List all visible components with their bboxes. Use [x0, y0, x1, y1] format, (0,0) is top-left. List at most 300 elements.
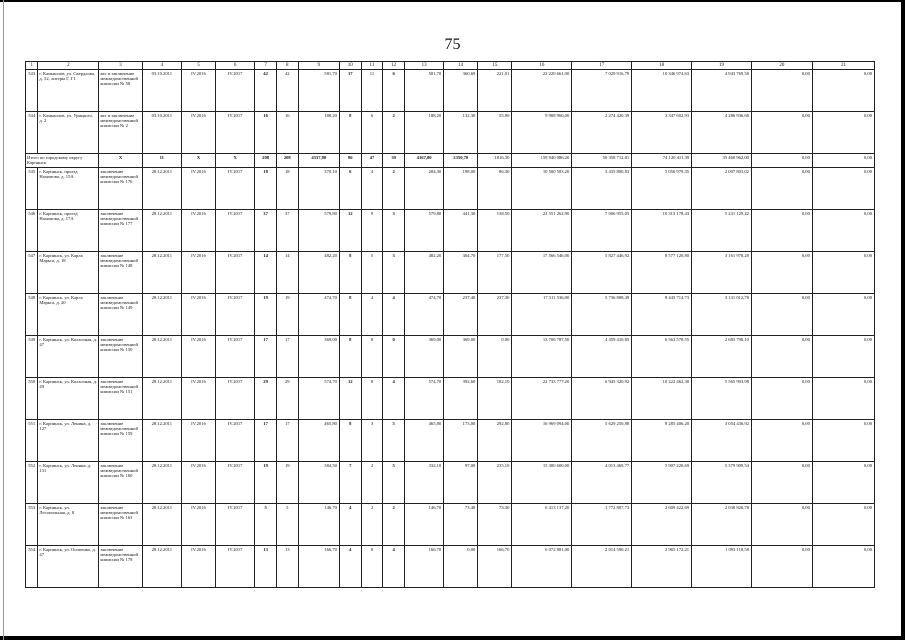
cell-c18: 6 563 578,55: [632, 336, 692, 378]
column-number: 6: [216, 62, 255, 70]
page-number: 75: [444, 36, 461, 53]
cell-c20: 0,00: [751, 462, 812, 504]
cell-c20: 0,00: [751, 420, 812, 462]
cell-c8: 17: [276, 336, 298, 378]
cell-c12: 4: [383, 378, 405, 420]
cell-c17: 7 029 916,79: [572, 70, 632, 112]
cell-c10: 17: [339, 70, 361, 112]
cell-q2: IV.2017: [216, 420, 255, 462]
cell-q1: IV.2016: [181, 336, 215, 378]
cell-doc: акт и заключение межведомственной комиссии № 58: [99, 70, 142, 112]
cell-date: 28.12.2011: [142, 336, 181, 378]
cell-c10: 8: [339, 112, 361, 154]
column-number: 21: [812, 62, 874, 70]
table-row: [26, 378, 875, 420]
cell-c21: 0,00: [812, 420, 874, 462]
cell-c20: 0,00: [751, 504, 812, 546]
cell-c20: 0,00: [751, 378, 812, 420]
cell-c21: 0,00: [812, 210, 874, 252]
cell-c12: 0: [383, 336, 405, 378]
cell-c17: 5 629 250,88: [572, 420, 632, 462]
cell-c11: 6: [361, 112, 383, 154]
cell-c13: 581,70: [405, 70, 444, 112]
total-c13: 4167,00: [405, 154, 444, 168]
cell-c17: 4 013 469,77: [572, 462, 632, 504]
cell-c9: 465,80: [298, 420, 339, 462]
cell-c12: 4: [383, 546, 405, 588]
total-c20: 0,00: [751, 154, 812, 168]
cell-address: г. Карпинск, ул. Колхозная, д. 49: [38, 378, 99, 420]
cell-c20: 0,00: [751, 70, 812, 112]
cell-no: 547: [26, 252, 38, 294]
cell-c12: 2: [383, 168, 405, 210]
cell-address: г. Карпинск, ул. Ленина, д. 131: [38, 462, 99, 504]
cell-c12: 5: [383, 420, 405, 462]
cell-c21: 0,00: [812, 70, 874, 112]
cell-c10: 8: [339, 294, 361, 336]
cell-q1: IV.2016: [181, 420, 215, 462]
cell-c12: 6: [383, 70, 405, 112]
cell-c9: 166,70: [298, 546, 339, 588]
column-number: 5: [181, 62, 215, 70]
cell-c18: 8 443 714,73: [632, 294, 692, 336]
cell-c8: 18: [276, 168, 298, 210]
cell-c15: 292,80: [478, 420, 512, 462]
cell-c14: 237,40: [444, 294, 478, 336]
cell-q1: IV.2016: [181, 210, 215, 252]
scan-edge-right: [901, 0, 905, 640]
cell-c7: 37: [255, 210, 277, 252]
cell-c7: 13: [255, 546, 277, 588]
cell-c7: 29: [255, 378, 277, 420]
cell-c19: 5 379 909,54: [692, 462, 752, 504]
cell-no: 554: [26, 546, 38, 588]
cell-address: г. Камышлов, ул. Урицкого, д. 2: [38, 112, 99, 154]
cell-date: 28.12.2011: [142, 378, 181, 420]
cell-c15: 166,70: [478, 546, 512, 588]
cell-c13: 146,70: [405, 504, 444, 546]
table-row: [26, 210, 875, 252]
total-c14: 2350,70: [444, 154, 478, 168]
cell-c16: 17 566 546,00: [512, 252, 572, 294]
cell-c17: 2 014 590,21: [572, 546, 632, 588]
cell-c11: 2: [361, 504, 383, 546]
total-c19: 35 460 962,00: [692, 154, 752, 168]
cell-c11: 11: [361, 70, 383, 112]
cell-c17: 3 435 800,83: [572, 168, 632, 210]
cell-c9: 579,80: [298, 210, 339, 252]
cell-q1: IV.2016: [181, 546, 215, 588]
column-number: 13: [405, 62, 444, 70]
cell-c21: 0,00: [812, 504, 874, 546]
cell-c21: 0,00: [812, 252, 874, 294]
column-number: 1: [26, 62, 38, 70]
cell-q2: IV.2017: [216, 546, 255, 588]
cell-address: г. Карпинск, ул. Карла Маркса, д. 20: [38, 294, 99, 336]
cell-c13: 369,00: [405, 336, 444, 378]
total-c5: X: [181, 154, 215, 168]
cell-c9: 370,10: [298, 168, 339, 210]
cell-doc: заключение межведомственной комиссии № 150: [99, 336, 142, 378]
cell-doc: акт и заключение межведомственной комиссии № 2: [99, 112, 142, 154]
cell-c19: 2 030 826,78: [692, 504, 752, 546]
cell-q2: IV.2017: [216, 210, 255, 252]
cell-c18: 10 222 462,30: [632, 378, 692, 420]
cell-c14: 73,40: [444, 504, 478, 546]
cell-c17: 5 736 808,49: [572, 294, 632, 336]
cell-c11: 3: [361, 420, 383, 462]
cell-doc: заключение межведомственной комиссии № 160: [99, 462, 142, 504]
cell-c10: 12: [339, 210, 361, 252]
cell-c15: 235,10: [478, 462, 512, 504]
table-body: [26, 62, 875, 588]
column-number: 20: [751, 62, 812, 70]
cell-c19: 3 161 978,28: [692, 252, 752, 294]
cell-c17: 7 006 955,05: [572, 210, 632, 252]
total-c12: 39: [383, 154, 405, 168]
cell-c11: 5: [361, 252, 383, 294]
cell-c10: 12: [339, 378, 361, 420]
cell-c20: 0,00: [751, 210, 812, 252]
cell-c12: 5: [383, 462, 405, 504]
total-c11: 47: [361, 154, 383, 168]
cell-no: 549: [26, 336, 38, 378]
table-row: [26, 294, 875, 336]
cell-c15: 138,50: [478, 210, 512, 252]
cell-c9: 574,70: [298, 378, 339, 420]
total-c17: 50 358 712,81: [572, 154, 632, 168]
cell-c16: 6 072 881,00: [512, 546, 572, 588]
total-c21: 0,00: [812, 154, 874, 168]
cell-c21: 0,00: [812, 378, 874, 420]
cell-q2: IV.2017: [216, 294, 255, 336]
cell-c12: 3: [383, 252, 405, 294]
cell-address: г. Карпинск, ул. Лесопильная, д. 8: [38, 504, 99, 546]
scan-edge-top: [0, 0, 905, 2]
cell-q1: IV.2016: [181, 252, 215, 294]
total-c10: 86: [339, 154, 361, 168]
column-number: 19: [692, 62, 752, 70]
cell-c17: 6 945 320,92: [572, 378, 632, 420]
cell-c13: 188,20: [405, 112, 444, 154]
cell-c13: 284,30: [405, 168, 444, 210]
cell-q2: IV.2017: [216, 112, 255, 154]
cell-c20: 0,00: [751, 546, 812, 588]
cell-c14: 369,00: [444, 336, 478, 378]
cell-c18: 8 577 120,80: [632, 252, 692, 294]
cell-c19: 5 565 993,98: [692, 378, 752, 420]
cell-c16: 13 706 787,50: [512, 336, 572, 378]
cell-c13: 579,80: [405, 210, 444, 252]
cell-date: 28.12.2011: [142, 546, 181, 588]
cell-c20: 0,00: [751, 252, 812, 294]
total-c7: 208: [255, 154, 277, 168]
cell-c9: 474,70: [298, 294, 339, 336]
cell-c20: 0,00: [751, 112, 812, 154]
cell-c11: 4: [361, 294, 383, 336]
cell-no: 543: [26, 70, 38, 112]
column-number: 4: [142, 62, 181, 70]
cell-c8: 37: [276, 210, 298, 252]
column-number: 16: [512, 62, 572, 70]
column-number: 12: [383, 62, 405, 70]
cell-q2: IV.2017: [216, 168, 255, 210]
table-row: [26, 70, 875, 112]
cell-c11: 0: [361, 546, 383, 588]
table-row: [26, 168, 875, 210]
cell-date: 03.10.2011: [142, 112, 181, 154]
cell-c11: 8: [361, 378, 383, 420]
cell-c16: 6 413 137,20: [512, 504, 572, 546]
table-row: [26, 462, 875, 504]
cell-c7: 19: [255, 462, 277, 504]
cell-c19: 3 131 012,78: [692, 294, 752, 336]
cell-c13: 482,20: [405, 252, 444, 294]
cell-c11: 4: [361, 168, 383, 210]
cell-c10: 8: [339, 420, 361, 462]
cell-c21: 0,00: [812, 462, 874, 504]
cell-c8: 13: [276, 546, 298, 588]
cell-no: 545: [26, 168, 38, 210]
cell-c17: 5 827 446,92: [572, 252, 632, 294]
cell-c7: 19: [255, 294, 277, 336]
cell-c9: 581,70: [298, 70, 339, 112]
cell-c14: 360,69: [444, 70, 478, 112]
cell-c10: 7: [339, 462, 361, 504]
cell-c21: 0,00: [812, 336, 874, 378]
column-number: 3: [99, 62, 142, 70]
cell-c12: 2: [383, 112, 405, 154]
cell-address: г. Камышлов, ул. Свердлова, д. 52, литеры Г, Г1: [38, 70, 99, 112]
column-number: 11: [361, 62, 383, 70]
cell-c18: 2 965 172,21: [632, 546, 692, 588]
cell-date: 28.12.2011: [142, 420, 181, 462]
total-c18: 74 120 411,39: [632, 154, 692, 168]
table-row: [26, 112, 875, 154]
cell-c8: 42: [276, 70, 298, 112]
cell-c21: 0,00: [812, 294, 874, 336]
cell-c8: 19: [276, 294, 298, 336]
total-label: Итого по городскому округу Карпинск: [26, 154, 99, 168]
cell-c8: 14: [276, 252, 298, 294]
total-row: [26, 154, 875, 168]
cell-c13: 474,70: [405, 294, 444, 336]
cell-c15: 86,30: [478, 168, 512, 210]
cell-c19: 2 683 798,10: [692, 336, 752, 378]
cell-c14: 132,30: [444, 112, 478, 154]
cell-q2: IV.2017: [216, 252, 255, 294]
cell-c15: 182,10: [478, 378, 512, 420]
cell-c20: 0,00: [751, 294, 812, 336]
cell-c9: 384,50: [298, 462, 339, 504]
cell-c19: 3 054 436,92: [692, 420, 752, 462]
cell-doc: заключение межведомственной комиссии № 177: [99, 210, 142, 252]
table-row: [26, 252, 875, 294]
cell-doc: заключение межведомственной комиссии № 149: [99, 294, 142, 336]
cell-address: г. Карпинск, ул. Осипенко, д. 47: [38, 546, 99, 588]
cell-c17: 4 459 410,85: [572, 336, 632, 378]
cell-c7: 16: [255, 112, 277, 154]
cell-c11: 9: [361, 210, 383, 252]
cell-c7: 17: [255, 336, 277, 378]
cell-date: 28.12.2011: [142, 294, 181, 336]
cell-c10: 8: [339, 336, 361, 378]
cell-c19: 5 231 129,42: [692, 210, 752, 252]
cell-c19: 1 093 118,58: [692, 546, 752, 588]
cell-c21: 0,00: [812, 546, 874, 588]
cell-c14: 392,60: [444, 378, 478, 420]
cell-c16: 9 908 960,00: [512, 112, 572, 154]
cell-c16: 17 311 536,00: [512, 294, 572, 336]
cell-c14: 304,70: [444, 252, 478, 294]
column-number: 10: [339, 62, 361, 70]
cell-c10: 4: [339, 546, 361, 588]
cell-no: 550: [26, 378, 38, 420]
cell-c18: 3 347 602,93: [632, 112, 692, 154]
cell-c7: 17: [255, 420, 277, 462]
cell-date: 28.12.2011: [142, 252, 181, 294]
cell-no: 553: [26, 504, 38, 546]
cell-doc: заключение межведомственной комиссии № 148: [99, 252, 142, 294]
total-c4: 11: [142, 154, 181, 168]
cell-address: г. Карпинск, ул. Колхозная, д. 47: [38, 336, 99, 378]
cell-date: 28.12.2011: [142, 168, 181, 210]
cell-q2: IV.2017: [216, 462, 255, 504]
total-c8: 208: [276, 154, 298, 168]
cell-date: 28.12.2011: [142, 504, 181, 546]
cell-address: г. Карпинск, ул. Ленина, д. 127: [38, 420, 99, 462]
cell-c18: 10 313 178,43: [632, 210, 692, 252]
column-number: 15: [478, 62, 512, 70]
cell-c13: 166,70: [405, 546, 444, 588]
cell-q2: IV.2017: [216, 336, 255, 378]
cell-c11: 2: [361, 462, 383, 504]
cell-c21: 0,00: [812, 168, 874, 210]
cell-q1: IV.2016: [181, 462, 215, 504]
cell-c15: 221,01: [478, 70, 512, 112]
cell-c12: 2: [383, 504, 405, 546]
cell-date: 28.12.2011: [142, 210, 181, 252]
cell-c18: 2 609 422,69: [632, 504, 692, 546]
cell-c18: 5 907 220,69: [632, 462, 692, 504]
cell-c17: 2 274 420,39: [572, 112, 632, 154]
cell-c12: 3: [383, 210, 405, 252]
cell-q2: IV.2017: [216, 70, 255, 112]
cell-no: 548: [26, 294, 38, 336]
column-number: 18: [632, 62, 692, 70]
cell-date: 28.12.2011: [142, 462, 181, 504]
cell-no: 552: [26, 462, 38, 504]
column-number-row: [26, 62, 875, 70]
table-row: [26, 504, 875, 546]
cell-c14: 441,30: [444, 210, 478, 252]
cell-c21: 0,00: [812, 112, 874, 154]
cell-no: 546: [26, 210, 38, 252]
column-number: 14: [444, 62, 478, 70]
column-number: 2: [38, 62, 99, 70]
cell-c15: 55,90: [478, 112, 512, 154]
cell-c16: 22 220 661,00: [512, 70, 572, 112]
cell-doc: заключение межведомственной комиссии № 159: [99, 420, 142, 462]
cell-q1: IV.2016: [181, 112, 215, 154]
cell-q1: IV.2016: [181, 378, 215, 420]
scan-edge-bottom: [0, 636, 905, 640]
cell-c14: 173,00: [444, 420, 478, 462]
table-row: [26, 546, 875, 588]
cell-doc: заключение межведомственной комиссии № 178: [99, 546, 142, 588]
total-c16: 159 940 086,20: [512, 154, 572, 168]
cell-doc: заключение межведомственной комиссии № 151: [99, 378, 142, 420]
cell-c15: 177,50: [478, 252, 512, 294]
cell-c19: 4 943 769,58: [692, 70, 752, 112]
total-c15: 1816,30: [478, 154, 512, 168]
total-c6: X: [216, 154, 255, 168]
cell-address: г. Карпинск, ул. Карла Маркса, д. 18: [38, 252, 99, 294]
column-number: 8: [276, 62, 298, 70]
cell-q1: IV.2016: [181, 504, 215, 546]
resettlement-table: [25, 61, 875, 588]
cell-c19: 4 286 936,68: [692, 112, 752, 154]
cell-address: г. Карпинск, проезд Нахимова, д. 17А: [38, 210, 99, 252]
cell-date: 03.10.2011: [142, 70, 181, 112]
cell-c9: 369,00: [298, 336, 339, 378]
cell-c16: 22 551 262,90: [512, 210, 572, 252]
cell-c16: 16 969 094,00: [512, 420, 572, 462]
cell-c11: 8: [361, 336, 383, 378]
column-number: 7: [255, 62, 277, 70]
cell-c14: 0,00: [444, 546, 478, 588]
table-row: [26, 420, 875, 462]
column-number: 9: [298, 62, 339, 70]
column-number: 17: [572, 62, 632, 70]
cell-c13: 574,70: [405, 378, 444, 420]
cell-q2: IV.2017: [216, 504, 255, 546]
cell-q1: IV.2016: [181, 168, 215, 210]
cell-c9: 188,20: [298, 112, 339, 154]
cell-c8: 17: [276, 420, 298, 462]
cell-c15: 237,30: [478, 294, 512, 336]
cell-c17: 1 772 887,73: [572, 504, 632, 546]
cell-c10: 8: [339, 252, 361, 294]
cell-c8: 19: [276, 462, 298, 504]
cell-c10: 6: [339, 168, 361, 210]
cell-c15: 0,00: [478, 336, 512, 378]
cell-c7: 42: [255, 70, 277, 112]
cell-c7: 18: [255, 168, 277, 210]
cell-c19: 2 007 803,02: [692, 168, 752, 210]
cell-c7: 14: [255, 252, 277, 294]
cell-no: 551: [26, 420, 38, 462]
cell-c20: 0,00: [751, 336, 812, 378]
total-c3: X: [99, 154, 142, 168]
cell-q1: IV.2016: [181, 70, 215, 112]
cell-c20: 0,00: [751, 168, 812, 210]
cell-c16: 10 500 583,20: [512, 168, 572, 210]
cell-c10: 4: [339, 504, 361, 546]
cell-c16: 15 300 600,00: [512, 462, 572, 504]
total-c9: 4337,80: [298, 154, 339, 168]
table-row: [26, 336, 875, 378]
cell-doc: заключение межведомственной комиссии № 163: [99, 504, 142, 546]
cell-c9: 146,70: [298, 504, 339, 546]
cell-c15: 73,30: [478, 504, 512, 546]
cell-c8: 5: [276, 504, 298, 546]
cell-c8: 16: [276, 112, 298, 154]
cell-no: 544: [26, 112, 38, 154]
cell-c13: 465,80: [405, 420, 444, 462]
cell-c18: 5 056 979,35: [632, 168, 692, 210]
cell-c14: 198,00: [444, 168, 478, 210]
